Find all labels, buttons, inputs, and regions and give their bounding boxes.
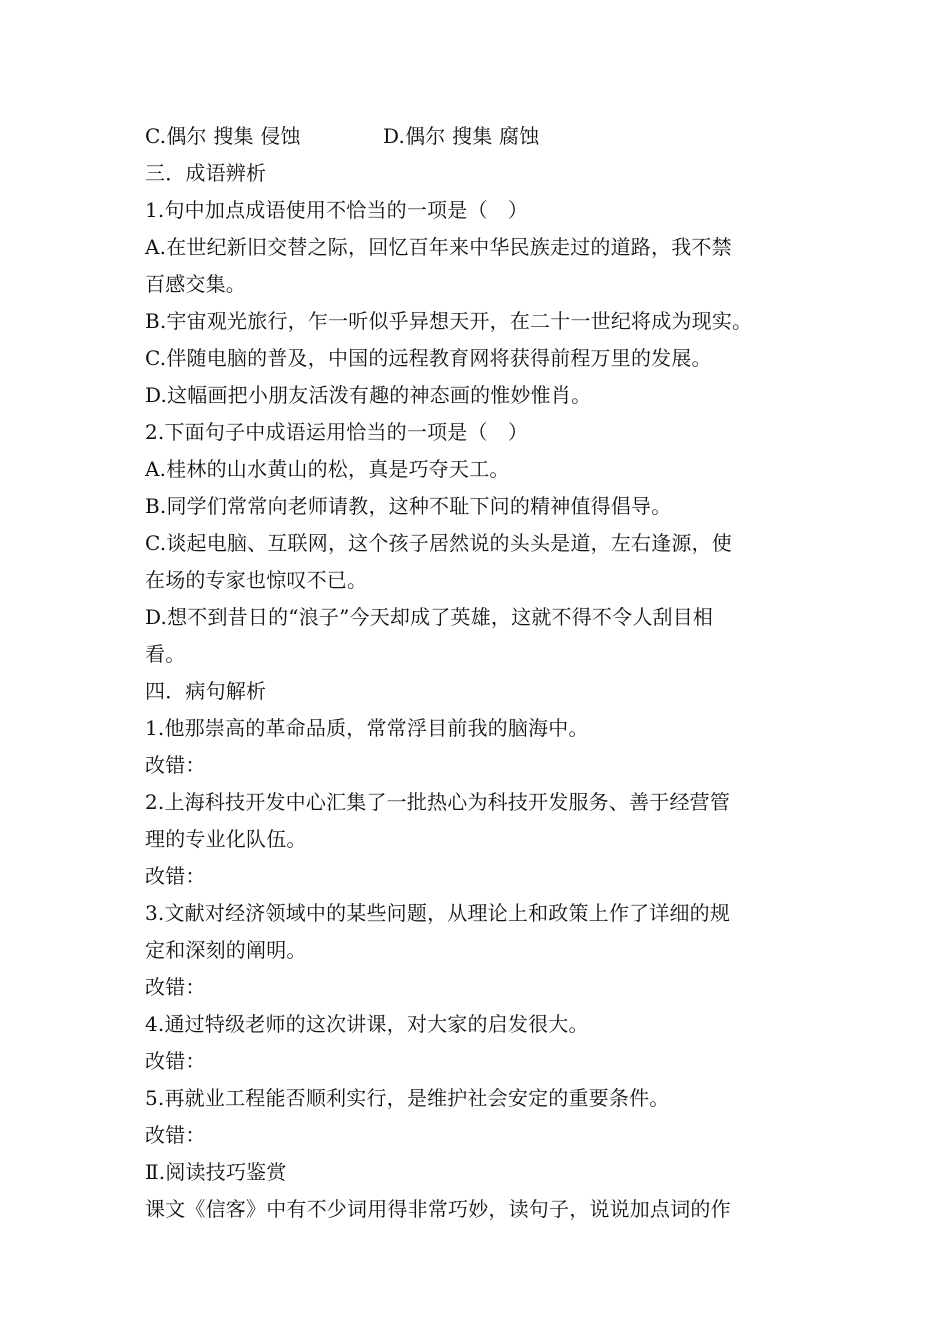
q2-option-d-cont: 看。	[145, 642, 186, 666]
sentence-1: 1.他那崇高的革命品质，常常浮目前我的脑海中。	[145, 716, 589, 740]
section-heading-sentences: 四．病句解析	[145, 679, 267, 703]
sentence-2-cont: 理的专业化队伍。	[145, 827, 307, 851]
q1-option-c: C.伴随电脑的普及，中国的远程教育网将获得前程万里的发展。	[145, 346, 712, 370]
q2-option-d: D.想不到昔日的“浪子”今天却成了英雄，这就不得不令人刮目相	[145, 605, 714, 629]
q2-option-c-cont: 在场的专家也惊叹不已。	[145, 568, 368, 592]
q2-option-a: A.桂林的山水黄山的松，真是巧夺天工。	[145, 457, 510, 481]
q1-option-a: A.在世纪新旧交替之际，回忆百年来中华民族走过的道路，我不禁	[145, 235, 732, 259]
answer-options-row	[145, 118, 825, 155]
option-d: D.偶尔 搜集 腐蚀	[383, 124, 540, 148]
section-heading-idioms: 三．成语辨析	[145, 161, 267, 185]
option-c: C.偶尔 搜集 侵蚀	[145, 124, 301, 148]
q1-option-d: D.这幅画把小朋友活泼有趣的神态画的惟妙惟肖。	[145, 383, 592, 407]
question-1-stem: 1.句中加点成语使用不恰当的一项是（ ）	[145, 198, 529, 222]
reading-prompt: 课文《信客》中有不少词用得非常巧妙，读句子，说说加点词的作	[145, 1197, 731, 1221]
sentence-3-cont: 定和深刻的阐明。	[145, 938, 307, 962]
correction-label-5: 改错：	[145, 1123, 206, 1147]
q2-option-b: B.同学们常常向老师请教，这种不耻下问的精神值得倡导。	[145, 494, 672, 518]
section-heading-reading: Ⅱ.阅读技巧鉴赏	[145, 1160, 287, 1184]
correction-label-1: 改错：	[145, 753, 206, 777]
correction-label-2: 改错：	[145, 864, 206, 888]
sentence-5: 5.再就业工程能否顺利实行，是维护社会安定的重要条件。	[145, 1086, 670, 1110]
document-body	[145, 118, 825, 1228]
question-2-stem: 2.下面句子中成语运用恰当的一项是（ ）	[145, 420, 529, 444]
sentence-3: 3.文献对经济领域中的某些问题，从理论上和政策上作了详细的规	[145, 901, 731, 925]
correction-label-3: 改错：	[145, 975, 206, 999]
q2-option-c: C.谈起电脑、互联网，这个孩子居然说的头头是道，左右逢源，使	[145, 531, 732, 555]
sentence-4: 4.通过特级老师的这次讲课，对大家的启发很大。	[145, 1012, 589, 1036]
sentence-2: 2.上海科技开发中心汇集了一批热心为科技开发服务、善于经营管	[145, 790, 731, 814]
q1-option-b: B.宇宙观光旅行，乍一听似乎异想天开，在二十一世纪将成为现实。	[145, 309, 753, 333]
q1-option-a-cont: 百感交集。	[145, 272, 246, 296]
correction-label-4: 改错：	[145, 1049, 206, 1073]
